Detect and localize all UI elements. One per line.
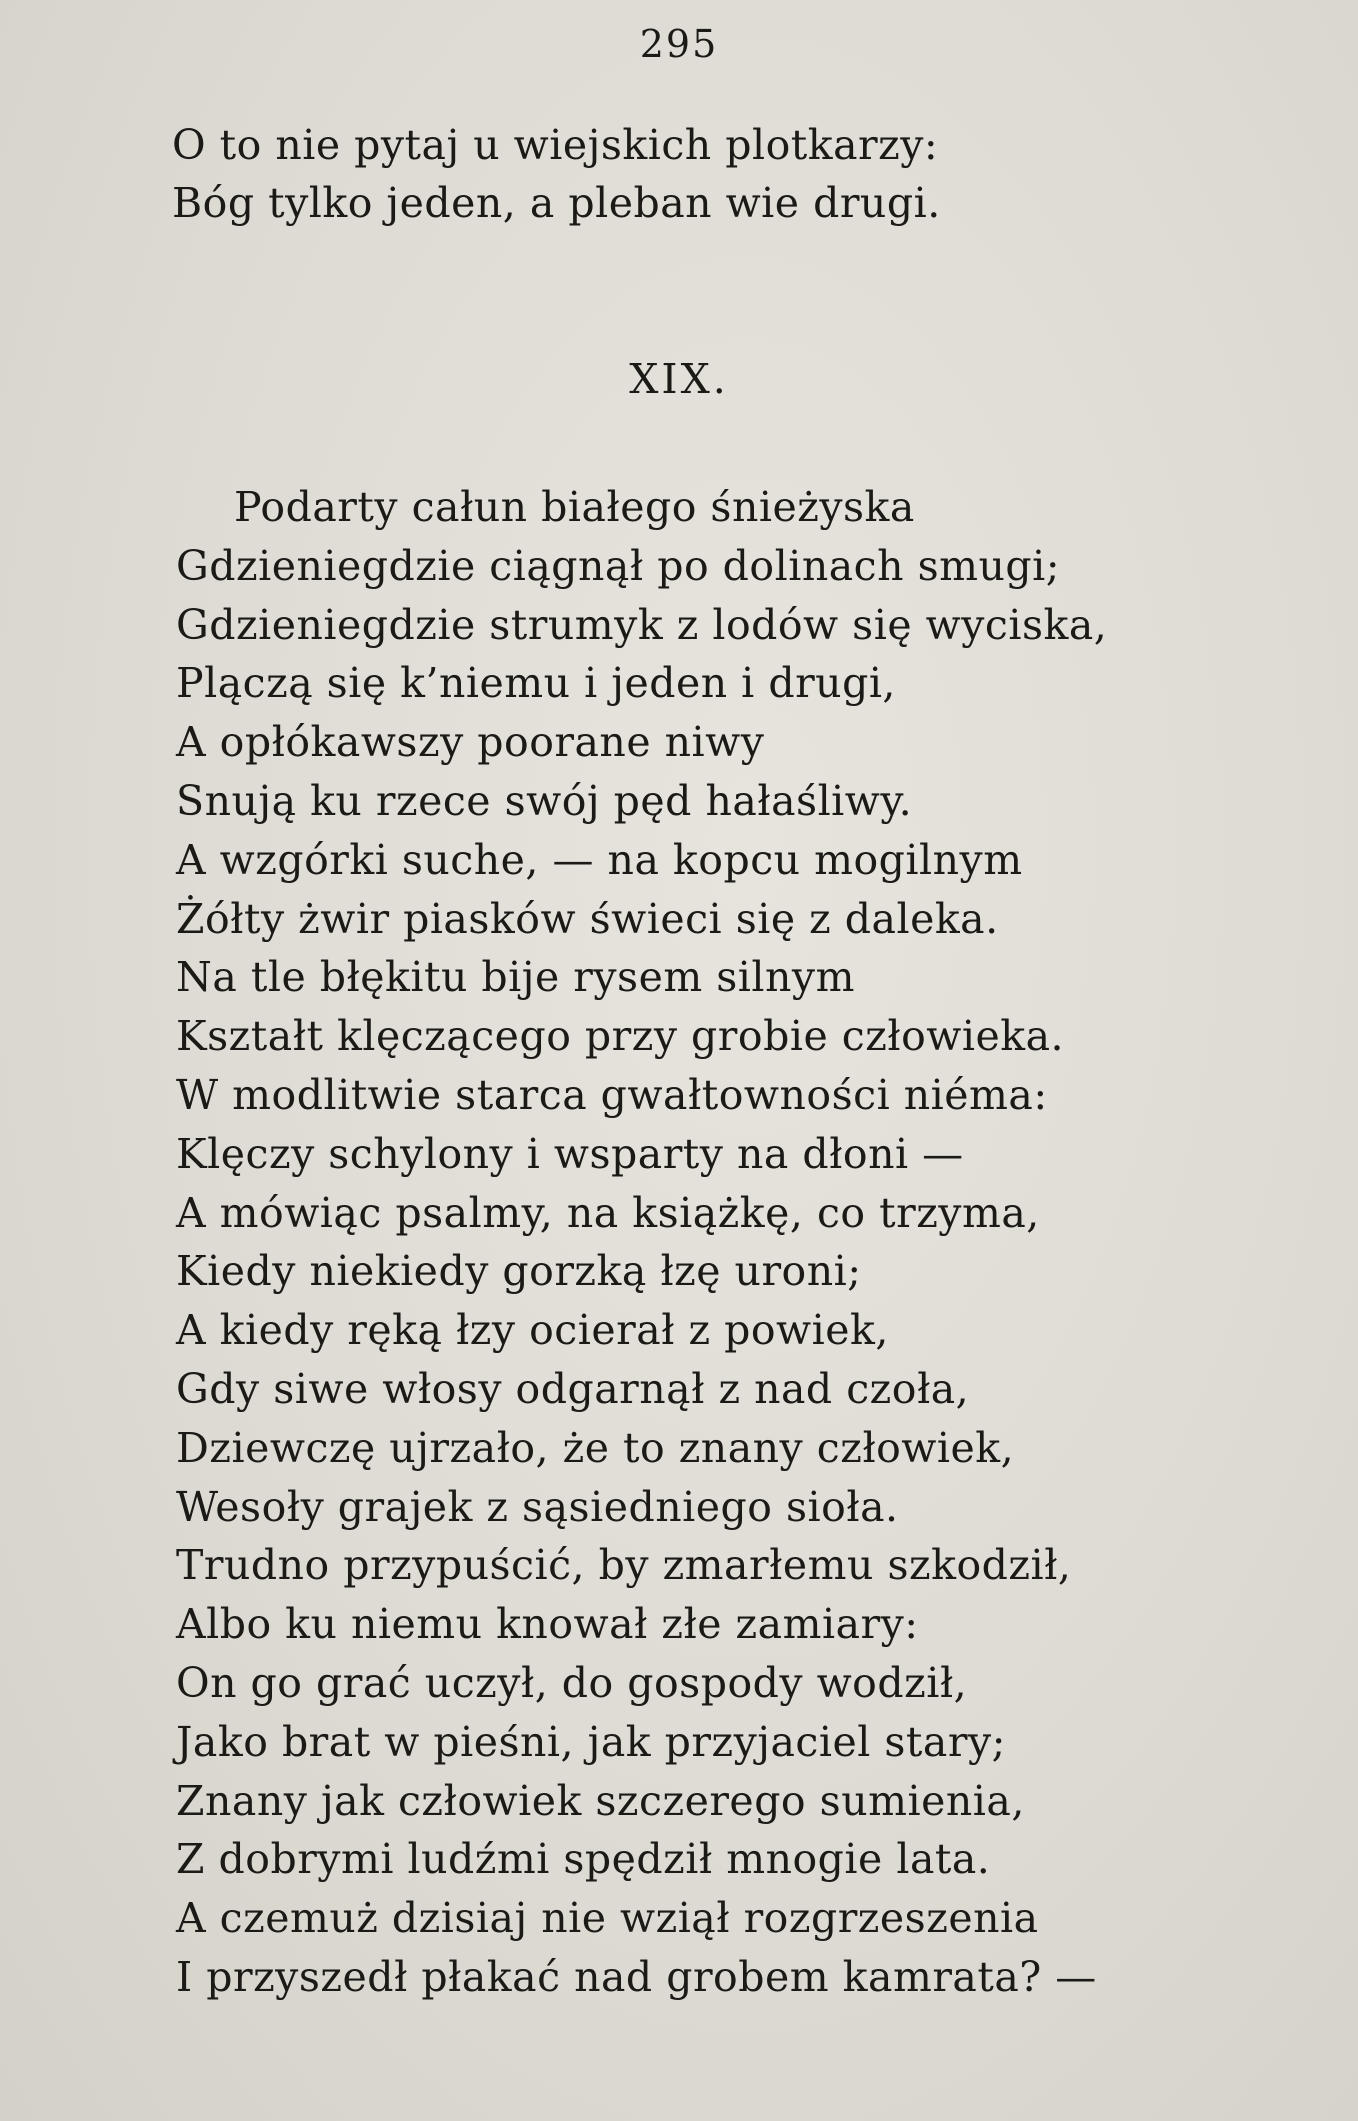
verse-line: Plączą się k’niemu i jeden i drugi, [176, 659, 896, 708]
verse-line: A czemuż dzisiaj nie wziął rozgrzeszenia [176, 1894, 1039, 1943]
verse-line: Gdzieniegdzie strumyk z lodów się wyciska, [176, 600, 1108, 649]
verse-line: Żółty żwir piasków świeci się z daleka. [176, 894, 999, 943]
verse-line: Klęczy schylony i wsparty na dłoni — [176, 1129, 964, 1178]
verse-line: A opłókawszy poorane niwy [176, 718, 765, 767]
page-number: 295 [639, 22, 719, 66]
verse-line: I przyszedł płakać nad grobem kamrata? — [176, 1952, 1097, 2001]
verse-line: Dziewczę ujrzało, że to znany człowiek, [176, 1423, 1015, 1472]
verse-line: Albo ku niemu knował złe zamiary: [176, 1600, 919, 1649]
verse-line: Gdzieniegdzie ciągnął po dolinach smugi; [176, 541, 1061, 590]
verse-line: Wesoły grajek z sąsiedniego sioła. [176, 1482, 899, 1531]
verse-line: W modlitwie starca gwałtowności niéma: [176, 1070, 1048, 1119]
verse-line: Kiedy niekiedy gorzką łzę uroni; [176, 1247, 862, 1296]
verse-line: Z dobrymi ludźmi spędził mnogie lata. [176, 1835, 991, 1884]
verse-line: Znany jak człowiek szczerego sumienia, [176, 1776, 1025, 1825]
stanza [176, 478, 1107, 2007]
verse-line: A wzgórki suche, — na kopcu mogilnym [176, 835, 1023, 884]
verse-line: Gdy siwe włosy odgarnął z nad czoła, [176, 1364, 970, 1413]
verse-line: A mówiąc psalmy, na książkę, co trzyma, [176, 1188, 1040, 1237]
verse-line: On go grać uczył, do gospody wodził, [176, 1658, 968, 1707]
verse-line: Jako brat w pieśni, jak przyjaciel stary; [176, 1717, 1006, 1766]
intro-lines [172, 116, 941, 232]
verse-line: A kiedy ręką łzy ocierał z powiek, [176, 1306, 889, 1355]
verse-line: Kształt klęczącego przy grobie człowieka. [176, 1012, 1065, 1061]
verse-line: Na tle błękitu bije rysem silnym [176, 953, 855, 1002]
verse-line: O to nie pytaj u wiejskich plotkarzy: [172, 121, 939, 169]
verse-line: Podarty całun białego śnieżyska [234, 483, 915, 531]
section-heading: XIX. [629, 355, 729, 403]
verse-line: Snują ku rzece swój pęd hałaśliwy. [176, 776, 913, 825]
verse-line: Bóg tylko jeden, a pleban wie drugi. [172, 179, 941, 227]
verse-line: Trudno przypuścić, by zmarłemu szkodził, [176, 1541, 1072, 1590]
